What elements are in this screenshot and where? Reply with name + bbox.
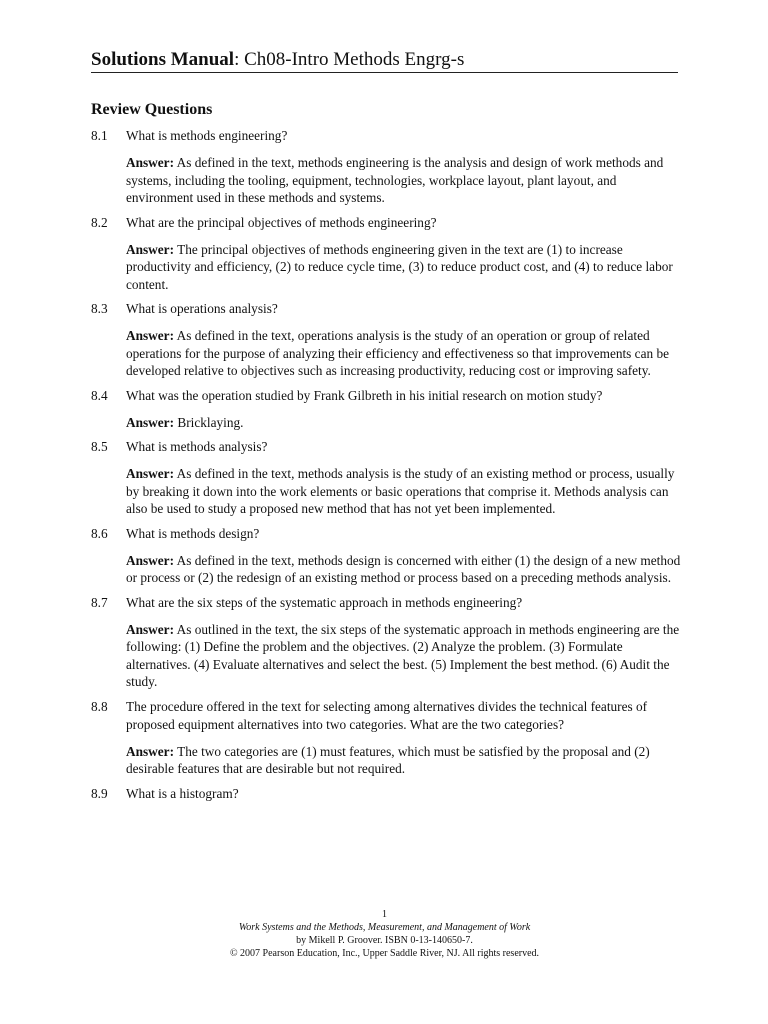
- question-text: What is methods analysis?: [126, 439, 268, 454]
- answer-label: Answer:: [126, 328, 175, 343]
- question: [91, 127, 691, 145]
- question-item: [91, 127, 691, 207]
- answer-text: The principal objectives of methods engineering given in the text are (1) to increase productivity and efficiency, (2) to reduce cycle time, (3) to reduce product cost, and (4) to reduce labor content.: [126, 241, 673, 292]
- answer-text: As defined in the text, operations analysis is the study of an operation or group of related operations for the purpose of analyzing their efficiency and effectiveness so that improvements can be developed relative to objectives such as increasing productivity, reducing cost or improving safety.: [126, 328, 670, 378]
- section-title: Review Questions: [91, 101, 213, 118]
- question-number: 8.6: [91, 525, 108, 541]
- question-number: 8.1: [91, 128, 108, 143]
- question-item: [91, 698, 691, 778]
- book-title: Work Systems and the Methods, Measurement, and Management of Work: [238, 922, 531, 933]
- question: [91, 594, 691, 612]
- header-manual-label: Solutions Manual: [91, 49, 235, 70]
- answer: [126, 327, 681, 380]
- question-text: What are the six steps of the systematic approach in methods engineering?: [126, 594, 523, 610]
- answer-text: As defined in the text, methods design is concerned with either (1) the design of a new method or process or (2) the redesign of an existing method or process based on a preceding methods analysis.: [126, 552, 681, 585]
- question-item: [91, 438, 691, 518]
- answer: [126, 154, 681, 207]
- page-number: 1: [382, 909, 387, 920]
- answer-label: Answer:: [126, 552, 175, 568]
- question-number: 8.8: [91, 698, 108, 714]
- page-footer: [91, 908, 678, 960]
- answer-label: Answer:: [126, 241, 175, 257]
- answer: [126, 743, 681, 778]
- header-chapter-label: : Ch08-Intro Methods Engrg-s: [234, 49, 465, 70]
- answer-text: Bricklaying.: [177, 414, 244, 430]
- question-item: [91, 525, 691, 587]
- question-text: The procedure offered in the text for selecting among alternatives divides the technical features of proposed equipment alternatives into two categories. What are the two categories?: [126, 698, 648, 732]
- question-item: [91, 300, 691, 380]
- answer-text: As defined in the text, methods engineering is the analysis and design of work methods and systems, including the tooling, equipment, technologies, workplace layout, plant layout, and environment used in these methods and systems.: [126, 155, 664, 205]
- question-item: [91, 785, 691, 803]
- answer-text: As outlined in the text, the six steps of the systematic approach in methods engineering are the following: (1) Define the problem and the objectives. (2) Analyze the problem. (3) Formulate alternatives. (4) Evaluate alternatives and select the best. (5) Implement the best method. (6) Audit the study.: [126, 621, 680, 689]
- question-text: What is a histogram?: [126, 785, 239, 801]
- question-text: What are the principal objectives of methods engineering?: [126, 214, 437, 230]
- answer-text: The two categories are (1) must features, which must be satisfied by the proposal and (2) desirable features that are desirable but not required.: [126, 743, 650, 776]
- answer: [126, 621, 681, 691]
- answer-label: Answer:: [126, 743, 175, 759]
- answer: [126, 241, 681, 294]
- question-item: [91, 214, 691, 294]
- question-number: 8.4: [91, 387, 108, 403]
- question: [91, 214, 691, 232]
- question: [91, 438, 691, 456]
- question: [91, 785, 691, 803]
- answer-label: Answer:: [126, 621, 175, 637]
- question-number: 8.2: [91, 214, 108, 230]
- question-text: What is methods engineering?: [126, 128, 288, 143]
- question-number: 8.3: [91, 301, 108, 316]
- answer-label: Answer:: [126, 414, 175, 430]
- copyright-notice: © 2007 Pearson Education, Inc., Upper Saddle River, NJ. All rights reserved.: [229, 948, 540, 959]
- review-question-list: [91, 127, 691, 810]
- question: [91, 300, 691, 318]
- author-line: by Mikell P. Groover. ISBN 0-13-140650-7.: [296, 935, 473, 946]
- question-number: 8.9: [91, 785, 108, 801]
- answer: [126, 552, 681, 587]
- question-number: 8.7: [91, 594, 108, 610]
- answer-text: As defined in the text, methods analysis is the study of an existing method or process, usually by breaking it down into the work elements or basic operations that comprise it. Methods analysis can also be used to study a proposed new method that has not yet been implemented.: [126, 466, 675, 516]
- question-text: What is operations analysis?: [126, 301, 278, 316]
- page-header: [91, 49, 678, 73]
- question-text: What is methods design?: [126, 525, 260, 541]
- question-item: [91, 594, 691, 691]
- question: [91, 525, 691, 543]
- question-number: 8.5: [91, 439, 108, 454]
- question: [91, 698, 691, 734]
- answer: [126, 414, 681, 432]
- answer: [126, 465, 681, 518]
- answer-label: Answer:: [126, 466, 175, 481]
- question-item: [91, 387, 691, 432]
- question-text: What was the operation studied by Frank Gilbreth in his initial research on motion study?: [126, 387, 603, 403]
- answer-label: Answer:: [126, 155, 175, 170]
- question: [91, 387, 691, 405]
